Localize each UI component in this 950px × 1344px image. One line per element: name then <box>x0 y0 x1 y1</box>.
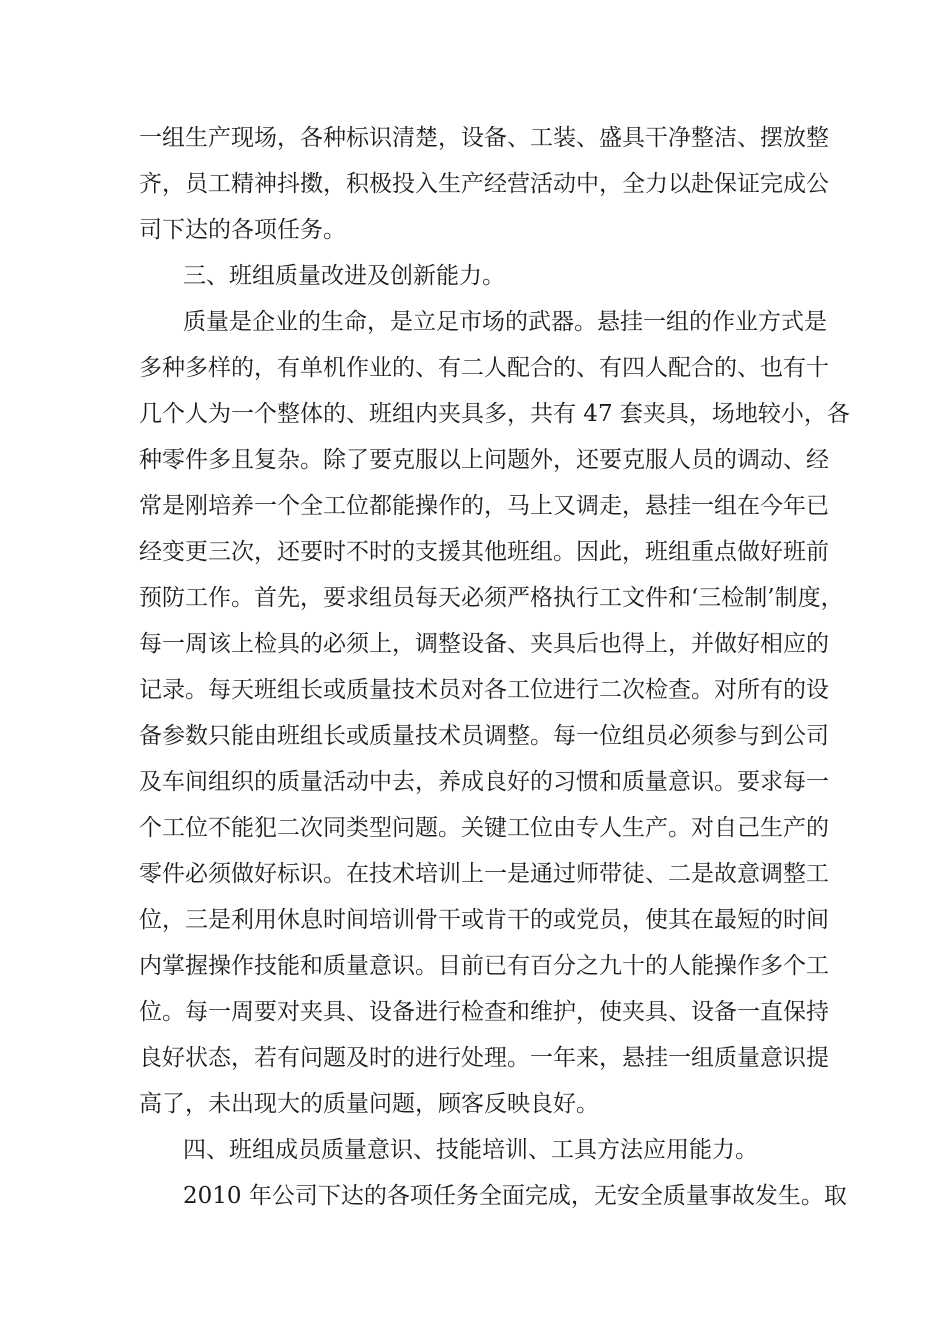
paragraph-line: 经变更三次，还要时不时的支援其他班组。因此，班组重点做好班前 <box>139 539 829 565</box>
paragraph-line: 多种多样的，有单机作业的、有二人配合的、有四人配合的、也有十 <box>139 355 829 381</box>
paragraph-line: 记录。每天班组长或质量技术员对各工位进行二次检查。对所有的设 <box>139 677 829 703</box>
paragraph-line: 一组生产现场，各种标识清楚，设备、工装、盛具干净整洁、摆放整 <box>139 125 829 151</box>
paragraph-line: 司下达的各项任务。 <box>139 217 346 243</box>
paragraph-line: 种零件多且复杂。除了要克服以上问题外，还要克服人员的调动、经 <box>139 447 829 473</box>
paragraph-line: 位。每一周要对夹具、设备进行检查和维护，使夹具、设备一直保持 <box>139 999 829 1025</box>
paragraph-line: 个工位不能犯二次同类型问题。关键工位由专人生产。对自己生产的 <box>139 815 829 841</box>
paragraph-line: 几个人为一个整体的、班组内夹具多，共有 47 套夹具，场地较小，各 <box>139 401 850 427</box>
paragraph-line: 内掌握操作技能和质量意识。目前已有百分之九十的人能操作多个工 <box>139 953 829 979</box>
paragraph-line: 2010 年公司下达的各项任务全面完成，无安全质量事故发生。取 <box>183 1183 847 1209</box>
paragraph-line: 质量是企业的生命，是立足市场的武器。悬挂一组的作业方式是 <box>183 309 827 335</box>
paragraph-line: 每一周该上检具的必须上，调整设备、夹具后也得上，并做好相应的 <box>139 631 829 657</box>
paragraph-line: 位，三是利用休息时间培训骨干或肯干的或党员，使其在最短的时间 <box>139 907 829 933</box>
paragraph-line: 良好状态，若有问题及时的进行处理。一年来，悬挂一组质量意识提 <box>139 1045 829 1071</box>
paragraph-line: 零件必须做好标识。在技术培训上一是通过师带徒、二是故意调整工 <box>139 861 829 887</box>
paragraph-line: 常是刚培养一个全工位都能操作的，马上又调走，悬挂一组在今年已 <box>139 493 829 519</box>
paragraph-line: 及车间组织的质量活动中去，养成良好的习惯和质量意识。要求每一 <box>139 769 829 795</box>
paragraph-line: 备参数只能由班组长或质量技术员调整。每一位组员必须参与到公司 <box>139 723 829 749</box>
section-heading: 三、班组质量改进及创新能力。 <box>183 263 505 289</box>
paragraph-line: 齐，员工精神抖擞，积极投入生产经营活动中，全力以赴保证完成公 <box>139 171 829 197</box>
paragraph-line: 高了，未出现大的质量问题，顾客反映良好。 <box>139 1091 599 1117</box>
section-heading: 四、班组成员质量意识、技能培训、工具方法应用能力。 <box>183 1137 758 1163</box>
paragraph-line: 预防工作。首先，要求组员每天必须严格执行工文件和‘三检制’制度， <box>139 585 844 611</box>
